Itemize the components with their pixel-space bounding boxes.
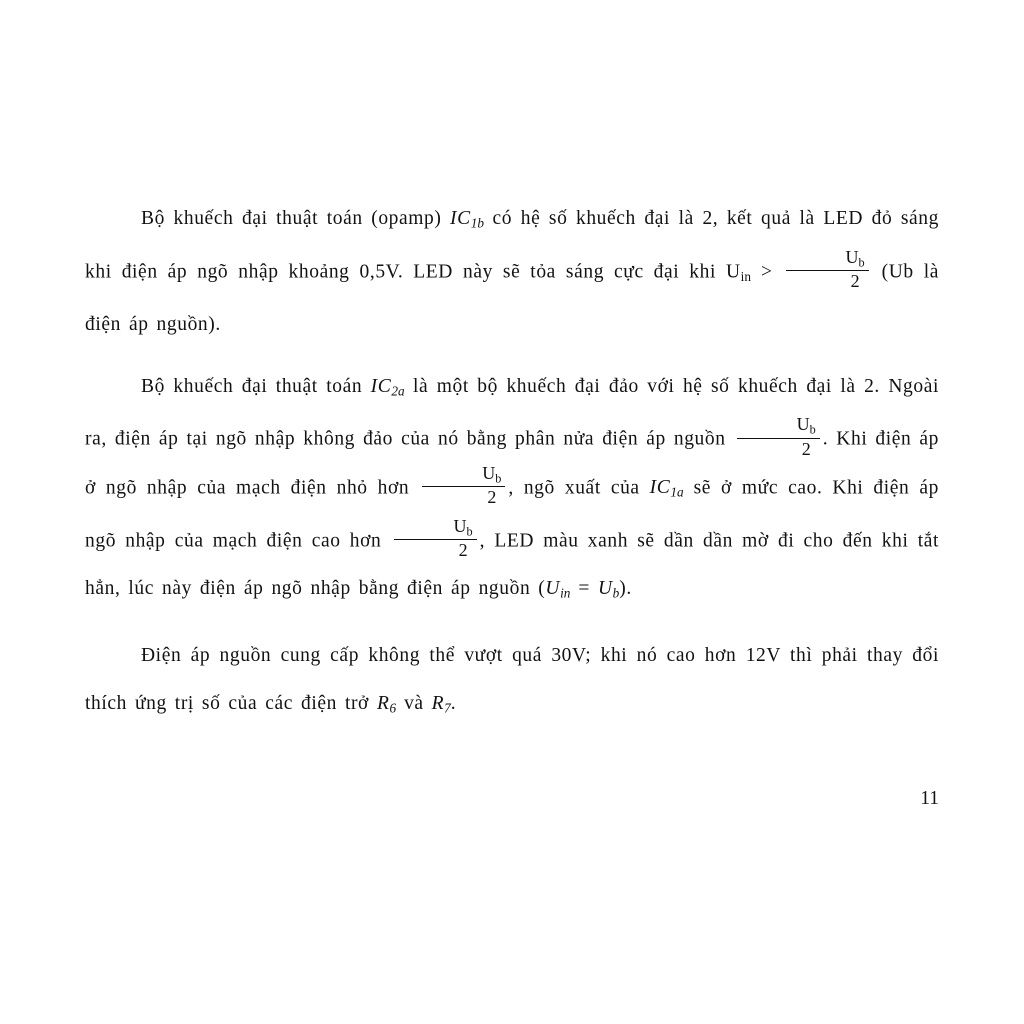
fraction-ub-over-2 [422, 464, 505, 507]
symbol-base: U [545, 578, 561, 600]
fraction-numerator [422, 464, 505, 487]
symbol-subscript: in [560, 586, 571, 602]
symbol-uin [545, 578, 571, 602]
text-run: . Khi điện áp ở ngõ nhập của mạch điện nhỏ hơn [85, 428, 940, 499]
symbol-base: IC [370, 375, 392, 397]
symbol-subscript: 1a [670, 484, 684, 500]
text-run: = [570, 578, 598, 600]
fraction-denominator: 2 [850, 270, 860, 291]
fraction-denominator: 2 [801, 438, 811, 459]
fraction-numerator-subscript: b [858, 255, 865, 270]
text-run: là một bộ khuếch đại đảo với hệ số khuếch đại là 2. Ngoài ra, điện áp tại ngõ nhập không đảo của nó bằng phân nửa điện áp nguồn [85, 375, 939, 450]
symbol-ic1a [650, 477, 684, 498]
fraction-numerator [737, 415, 820, 438]
page-number: 11 [920, 788, 939, 809]
fraction-numerator-subscript: b [809, 422, 816, 437]
symbol-r7 [432, 693, 451, 714]
text-run: ). [619, 578, 632, 600]
symbol-subscript: 2a [391, 383, 405, 399]
fraction-numerator [786, 248, 869, 271]
symbol-ic1b [450, 208, 484, 229]
symbol-base: R [431, 693, 445, 715]
symbol-subscript: 6 [389, 700, 397, 716]
text-run: . [450, 693, 457, 715]
text-run: và [396, 693, 432, 715]
fraction-numerator-base: U [796, 414, 810, 435]
fraction-ub-over-2 [737, 415, 820, 458]
text-run: , LED màu xanh sẽ dần dần mờ đi cho đến khi tắt hẳn, lúc này điện áp ngõ nhập bằng điện áp nguồn ( [85, 530, 939, 600]
paragraph-2 [85, 363, 939, 618]
paragraph-3 [85, 632, 939, 733]
text-run: Bộ khuếch đại thuật toán [141, 375, 371, 397]
text-run: sẽ ở mức cao. Khi điện áp ngõ nhập của mạch điện cao hơn [85, 477, 939, 552]
text-run: Điện áp nguồn cung cấp không thể vượt quá 30V; khi nó cao hơn 12V thì phải thay đổi thích ứng trị số của các điện trở [85, 645, 939, 715]
fraction-numerator-subscript: b [466, 524, 473, 539]
fraction-numerator-base: U [845, 246, 859, 267]
symbol-base: IC [450, 208, 471, 229]
symbol-ub [597, 578, 620, 602]
symbol-r6 [377, 693, 396, 714]
symbol-subscript: b [612, 586, 620, 602]
fraction-numerator-subscript: b [495, 471, 502, 486]
symbol-subscript-uin: in [740, 268, 751, 284]
fraction-denominator: 2 [458, 540, 468, 561]
fraction-ub-over-2 [394, 517, 477, 560]
fraction-ub-over-2 [786, 248, 869, 291]
fraction-numerator-base: U [453, 515, 467, 536]
symbol-subscript: 1b [470, 215, 484, 231]
fraction-denominator: 2 [487, 487, 497, 508]
text-run: có hệ số khuếch đại là 2, kết quả là LED đỏ sáng khi điện áp ngõ nhập khoảng 0,5V. LED này sẽ tỏa sáng cực đại khi U [85, 208, 940, 283]
symbol-base: U [597, 578, 613, 600]
paragraph-1 [85, 195, 939, 349]
symbol-ic2a [371, 376, 405, 397]
text-run: , ngõ xuất của [508, 477, 650, 499]
text-run: (Ub là điện áp nguồn). [85, 261, 939, 335]
text-run: Bộ khuếch đại thuật toán (opamp) [141, 208, 451, 229]
symbol-subscript: 7 [444, 700, 451, 716]
fraction-numerator-base: U [482, 462, 496, 483]
symbol-base: R [376, 693, 390, 715]
fraction-numerator [394, 517, 477, 540]
symbol-base: IC [649, 477, 671, 499]
text-run: > [750, 261, 783, 283]
